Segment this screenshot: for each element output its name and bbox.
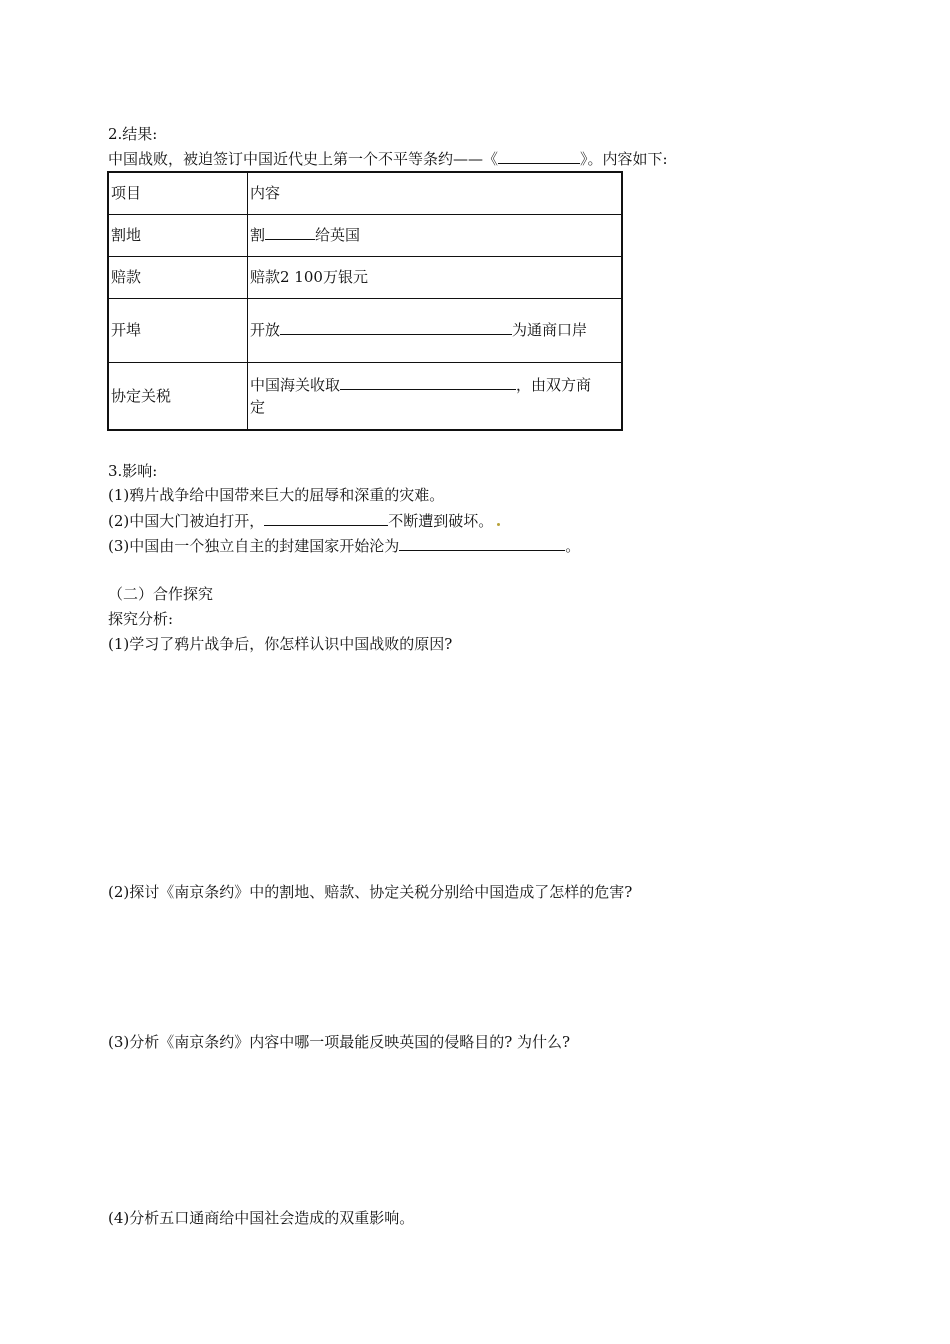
cession-after: 给英国 [315, 226, 361, 244]
table-row [108, 256, 622, 298]
table-row [108, 214, 622, 256]
result-intro-after: 》。内容如下: [580, 150, 668, 168]
impact-3-after: 。 [565, 537, 581, 555]
tariff-after: ，由双方商 [516, 375, 592, 394]
impact-2-blank[interactable] [264, 510, 388, 526]
ports-after: 为通商口岸 [512, 321, 588, 339]
row-content-cession [248, 214, 623, 256]
impact-item-1: (1)鸦片战争给中国带来巨大的屈辱和深重的灾难。 [108, 486, 445, 504]
tariff-blank[interactable] [340, 374, 516, 390]
impact-item-3 [108, 535, 580, 556]
row-item-tariff: 协定关税 [108, 362, 248, 430]
treaty-name-blank[interactable] [498, 148, 580, 164]
cooperation-subheading: 探究分析: [108, 610, 174, 628]
ports-before: 开放 [250, 321, 281, 339]
row-item-cession: 割地 [108, 214, 248, 256]
treaty-content-table [107, 171, 623, 431]
row-content-indemnity: 赔款2 100万银元 [248, 256, 623, 298]
impact-2-after: 不断遭到破坏。 [388, 512, 494, 530]
result-intro-before: 中国战败，被迫签订中国近代史上第一个不平等条约——《 [108, 150, 499, 168]
question-3: (3)分析《南京条约》内容中哪一项最能反映英国的侵略目的? 为什么? [108, 1033, 571, 1051]
row-item-indemnity: 赔款 [108, 256, 248, 298]
question-1: (1)学习了鸦片战争后，你怎样认识中国战败的原因? [108, 635, 453, 653]
impact-3-before: (3)中国由一个独立自主的封建国家开始沦为 [108, 537, 400, 555]
cession-before: 割 [250, 226, 266, 244]
ports-blank[interactable] [280, 319, 512, 335]
header-content: 内容 [248, 172, 623, 214]
table-row [108, 298, 622, 362]
cession-blank[interactable] [265, 224, 315, 240]
impact-item-2 [108, 510, 500, 531]
header-item: 项目 [108, 172, 248, 214]
question-2: (2)探讨《南京条约》中的割地、赔款、协定关税分别给中国造成了怎样的危害? [108, 883, 633, 901]
row-content-ports [248, 298, 623, 362]
table-header-row [108, 172, 622, 214]
result-intro [108, 148, 668, 169]
impact-3-blank[interactable] [399, 535, 565, 551]
row-item-ports: 开埠 [108, 298, 248, 362]
impact-heading: 3.影响: [108, 462, 158, 480]
tariff-before: 中国海关收取 [250, 375, 341, 394]
impact-2-before: (2)中国大门被迫打开， [108, 512, 265, 530]
table-row [108, 362, 622, 430]
question-4: (4)分析五口通商给中国社会造成的双重影响。 [108, 1209, 415, 1227]
tariff-after2: 定 [250, 397, 266, 416]
dot-mark [497, 523, 500, 526]
result-heading: 2.结果: [108, 125, 158, 143]
cooperation-heading: （二）合作探究 [108, 585, 214, 603]
row-content-tariff [248, 362, 623, 430]
